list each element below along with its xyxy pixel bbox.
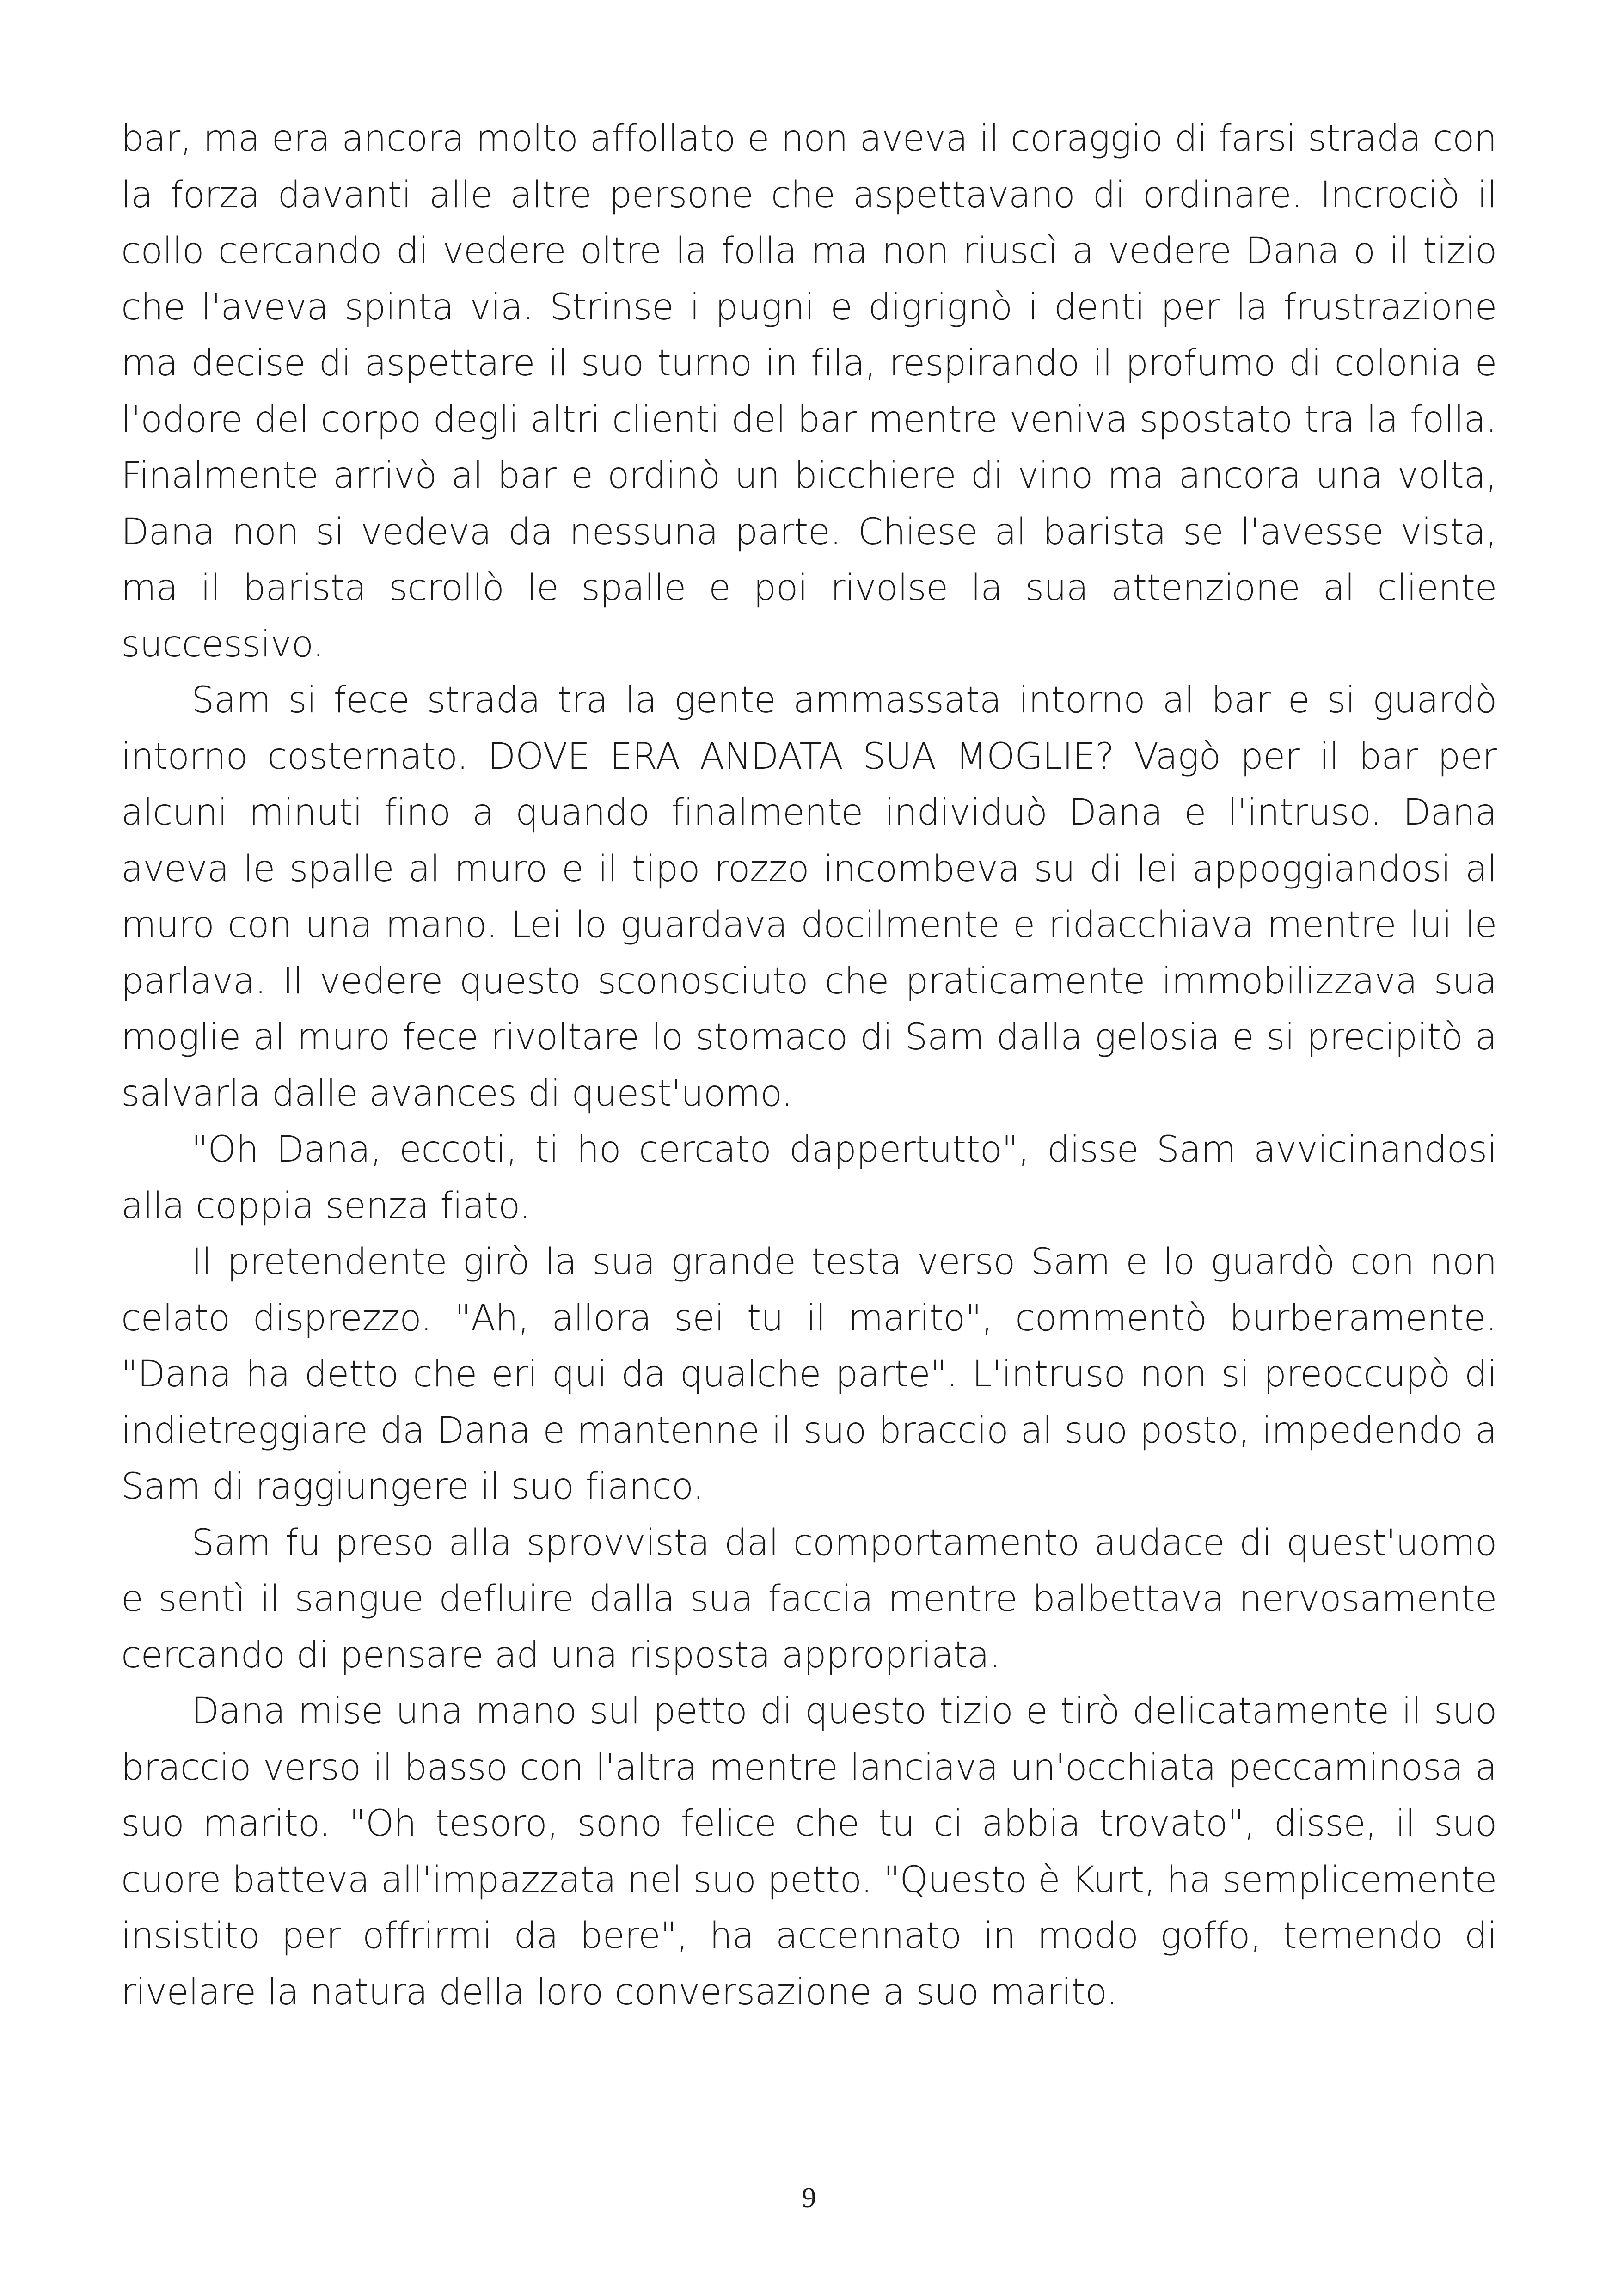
paragraph-6: Dana mise una mano sul petto di questo tizio e tirò delicatamente il suo braccio verso il basso con l'altra mentre lanciava un'occhiata peccaminosa a suo marito. "Oh tesoro, sono felice che tu ci abbia trovato", disse, il suo cuore batteva all'impazzata nel suo petto. "Questo è Kurt, ha semplicemente insistito per offrirmi da bere", ha accennato in modo goffo, temendo di rivelare la natura della loro conversazione a suo marito. xyxy=(121,1690,1497,2013)
paragraph-2: Sam si fece strada tra la gente ammassata intorno al bar e si guardò intorno costernato. DOVE ERA ANDATA SUA MOGLIE? Vagò per il bar per alcuni minuti fino a quando finalmente individuò Dana e l'intruso. Dana aveva le spalle al muro e il tipo rozzo incombeva su di lei appoggiandosi al muro con una mano. Lei lo guardava docilmente e ridacchiava mentre lui le parlava. Il vedere questo sconosciuto che praticamente immobilizzava sua moglie al muro fece rivoltare lo stomaco di Sam dalla gelosia e si precipitò a salvarla dalle avances di quest'uomo. xyxy=(121,680,1497,1114)
paragraph-4: Il pretendente girò la sua grande testa verso Sam e lo guardò con non celato disprezzo. "Ah, allora sei tu il marito", commentò burberamente. "Dana ha detto che eri qui da qualche parte". L'intruso non si preoccupò di indietreggiare da Dana e mantenne il suo braccio al suo posto, impedendo a Sam di raggiungere il suo fianco. xyxy=(121,1241,1497,1507)
paragraph-5: Sam fu preso alla sprovvista dal comportamento audace di quest'uomo e sentì il sangue defluire dalla sua faccia mentre balbettava nervosamente cercando di pensare ad una risposta appropriata. xyxy=(121,1522,1497,1676)
paragraph-3: "Oh Dana, eccoti, ti ho cercato dappertutto", disse Sam avvicinandosi alla coppia senza fiato. xyxy=(121,1129,1497,1227)
body-text xyxy=(121,111,1497,2020)
page-number: 9 xyxy=(802,2182,816,2214)
paragraph-1: bar, ma era ancora molto affollato e non aveva il coraggio di farsi strada con la forza davanti alle altre persone che aspettavano di ordinare. Incrociò il collo cercando di vedere oltre la folla ma non riuscì a vedere Dana o il tizio che l'aveva spinta via. Strinse i pugni e digrignò i denti per la frustrazione ma decise di aspettare il suo turno in fila, respirando il profumo di colonia e l'odore del corpo degli altri clienti del bar mentre veniva spostato tra la folla. Finalmente arrivò al bar e ordinò un bicchiere di vino ma ancora una volta, Dana non si vedeva da nessuna parte. Chiese al barista se l'avesse vista, ma il barista scrollò le spalle e poi rivolse la sua attenzione al cliente successivo. xyxy=(121,118,1497,665)
